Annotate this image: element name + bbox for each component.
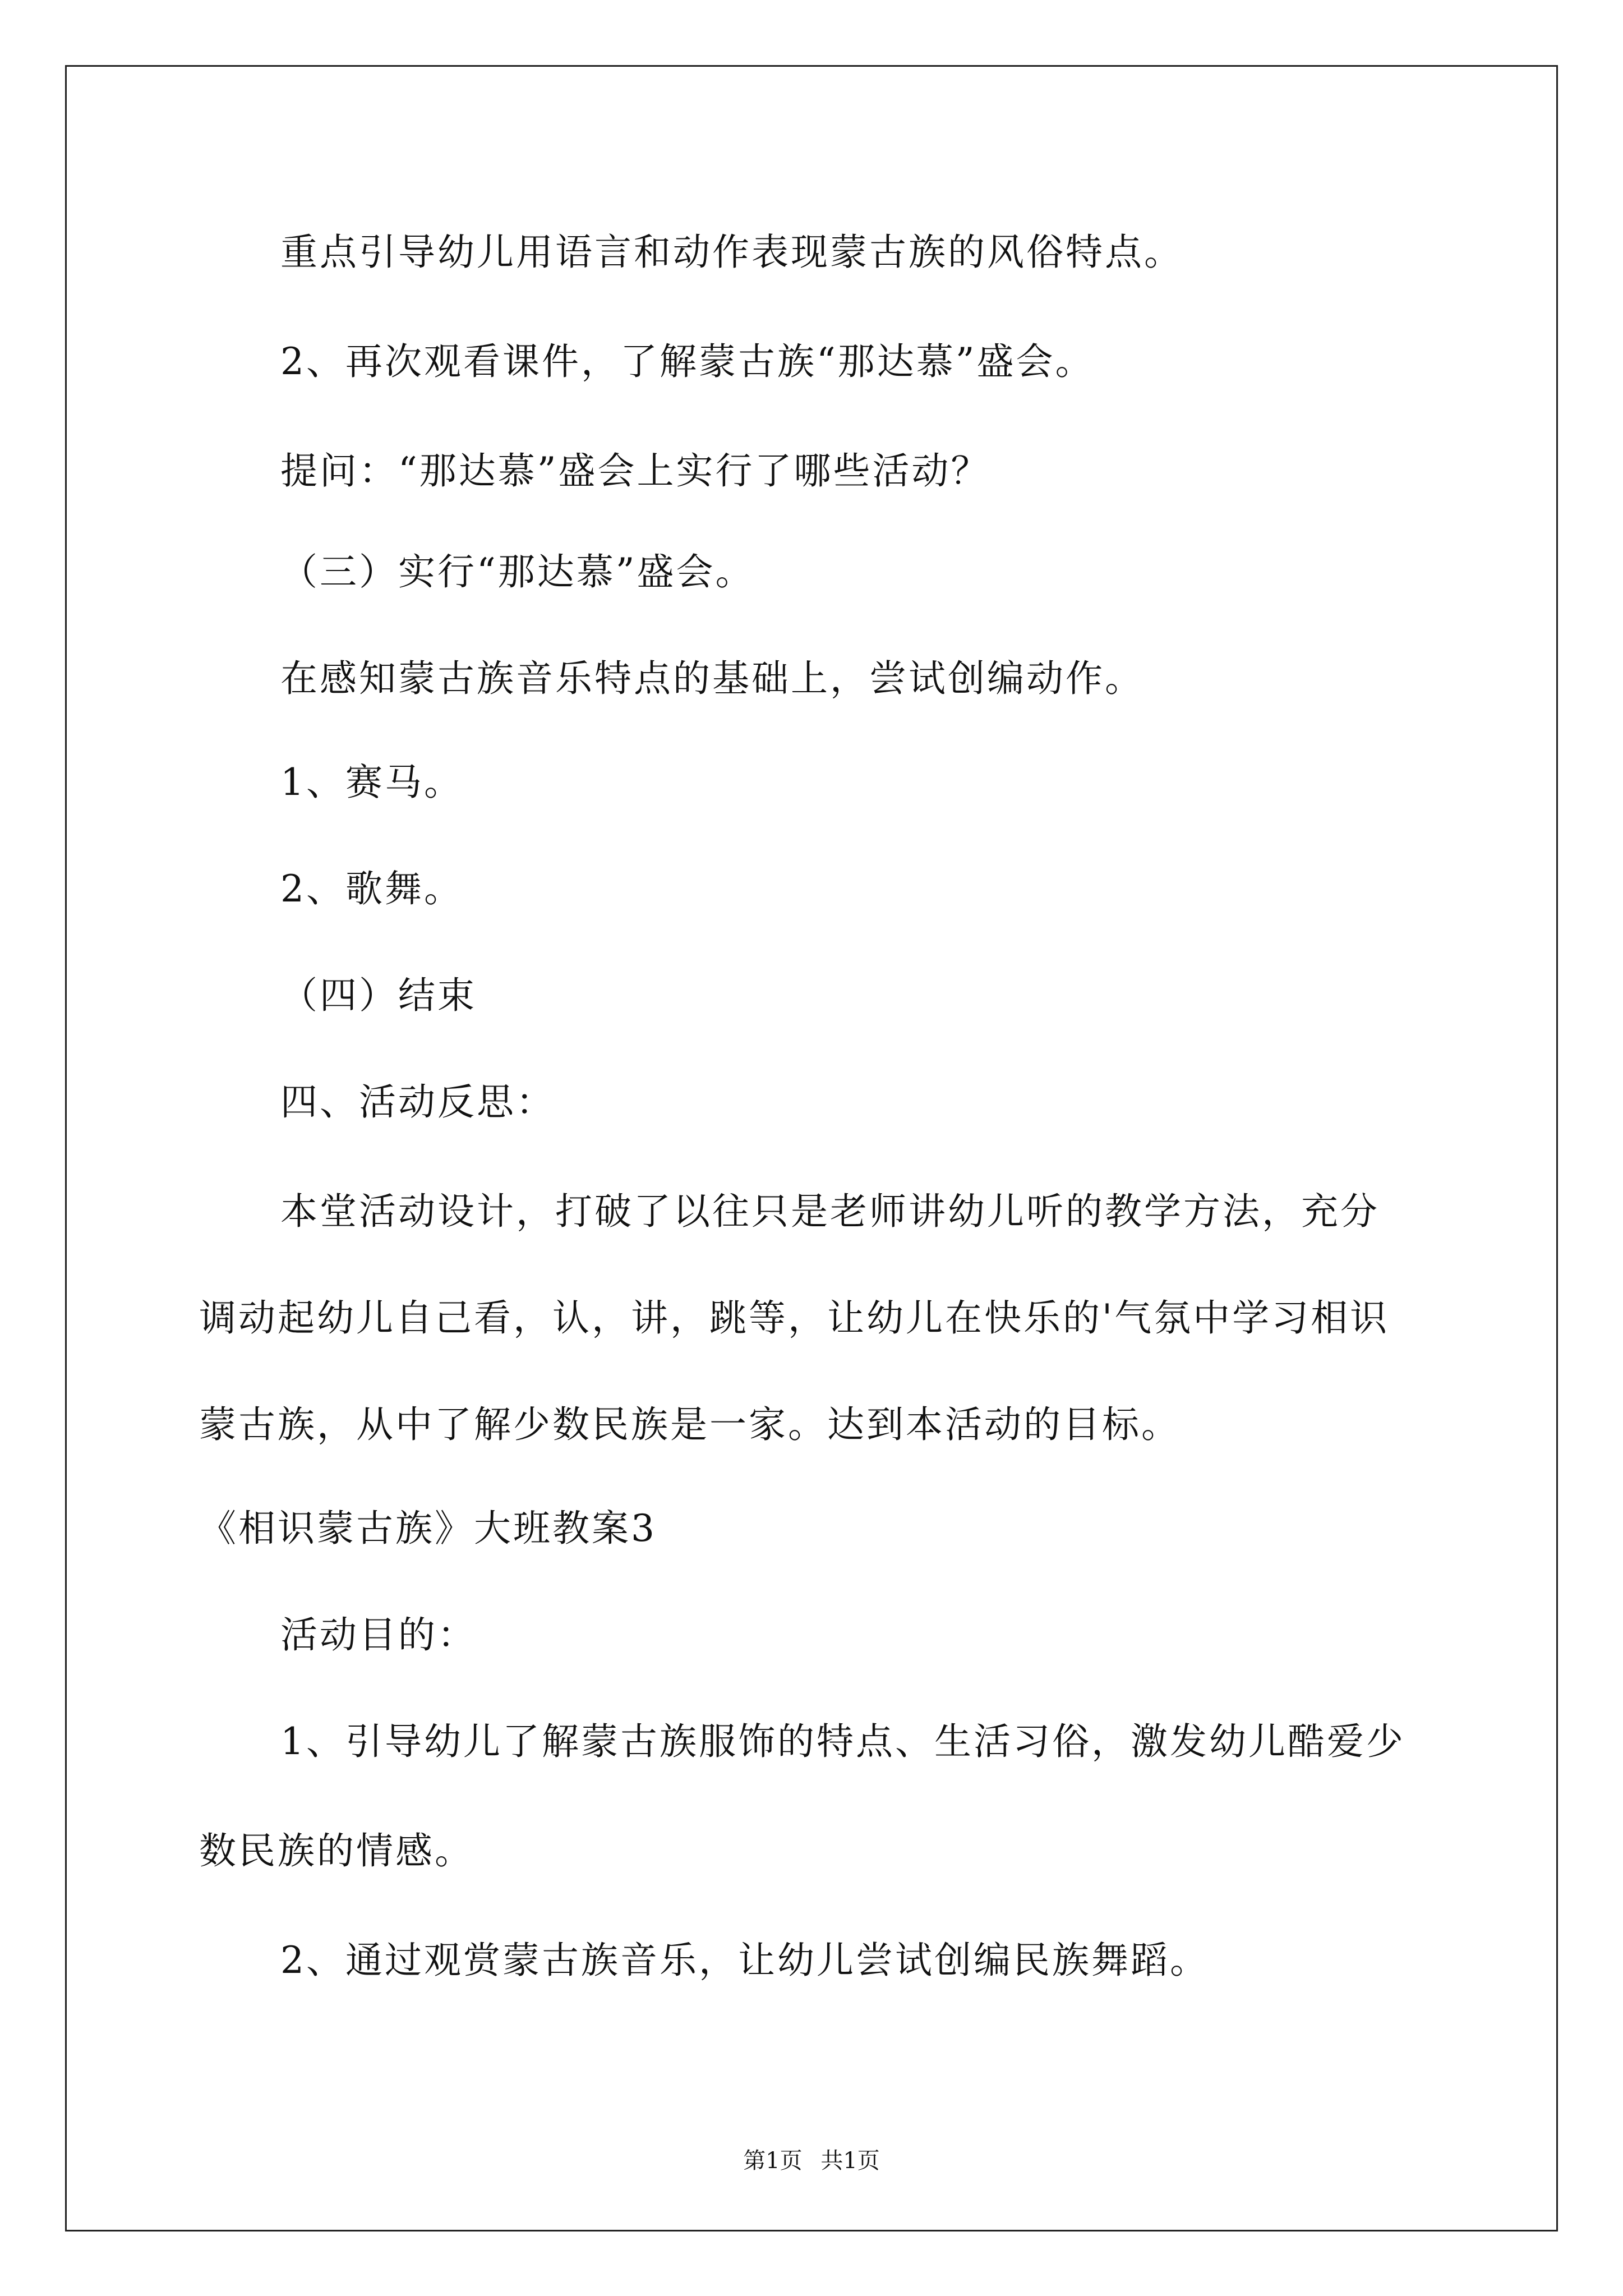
- objectives-heading: 活动目的：: [280, 1613, 477, 1657]
- page-number: 第1页: [743, 2148, 803, 2174]
- reflection-line-1: 本堂活动设计，打破了以往只是老师讲幼儿听的教学方法，充分: [280, 1190, 1380, 1233]
- objective-1-line-2: 数民族的情感。: [199, 1829, 474, 1872]
- body-line-1: 重点引导幼儿用语言和动作表现蒙古族的风俗特点。: [280, 231, 1183, 274]
- body-line-3: 提问：“那达慕”盛会上实行了哪些活动？: [280, 449, 990, 493]
- reflection-line-3: 蒙古族，从中了解少数民族是一家。达到本活动的目标。: [199, 1403, 1181, 1446]
- reflection-heading: 四、活动反思：: [280, 1080, 555, 1124]
- list-item-song-dance: 2、歌舞。: [280, 867, 463, 910]
- reflection-line-2: 调动起幼儿自己看，认，讲，跳等，让幼儿在快乐的'气氛中学习相识: [199, 1296, 1390, 1340]
- page-total: 共1页: [820, 2148, 880, 2174]
- objective-1-line-1: 1、引导幼儿了解蒙古族服饰的特点、生活习俗，激发幼儿酷爱少: [280, 1720, 1405, 1763]
- objective-2: 2、通过观赏蒙古族音乐，让幼儿尝试创编民族舞蹈。: [280, 1939, 1209, 1982]
- list-item-horse-race: 1、赛马。: [280, 761, 463, 804]
- page-footer: [0, 2144, 1623, 2178]
- section-heading-4: （四）结束: [280, 974, 477, 1017]
- body-line-2: 2、再次观看课件，了解蒙古族“那达慕”盛会。: [280, 340, 1095, 383]
- body-line-5: 在感知蒙古族音乐特点的基础上，尝试创编动作。: [280, 657, 1144, 700]
- section-heading-3: （三）实行“那达慕”盛会。: [280, 550, 755, 593]
- lesson-title: 《相识蒙古族》大班教案3: [199, 1507, 657, 1550]
- page-border: [65, 65, 1558, 2231]
